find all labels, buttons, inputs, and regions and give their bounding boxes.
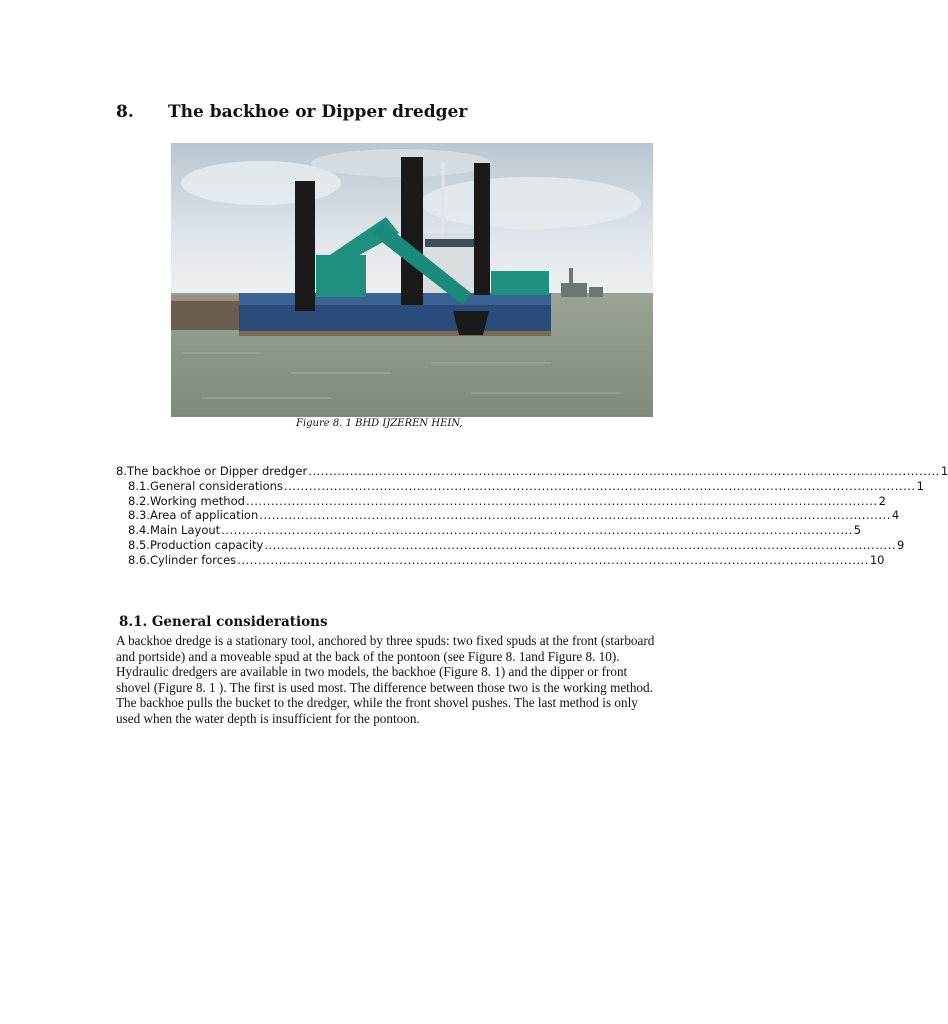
table-of-contents	[116, 464, 948, 568]
engine-house	[491, 271, 549, 295]
paragraph: A backhoe dredge is a stationary tool, anchored by three spuds: two fixed spuds at the front (starboard and portside) and a moveable spud at the back of the pontoon (see Figure 8. 1and Figure 8. 10).	[116, 633, 655, 664]
toc-leader: ........................................................................................................................................................	[264, 537, 896, 552]
toc-number: 8.1.	[128, 478, 150, 493]
toc-title: Area of application	[149, 508, 259, 523]
crane-bucket	[453, 311, 489, 335]
toc-leader: ........................................................................................................................................................	[259, 508, 891, 523]
toc-page: 1	[940, 464, 948, 478]
spud-right	[474, 163, 490, 295]
chapter-heading	[116, 102, 467, 122]
toc-number: 8.4.	[128, 523, 150, 538]
toc-page: 10	[869, 552, 885, 567]
spud-middle	[401, 157, 423, 305]
toc-page: 4	[891, 508, 900, 523]
toc-row[interactable]	[116, 493, 886, 509]
toc-leader: ........................................................................................................................................................	[283, 478, 916, 493]
chapter-title: The backhoe or Dipper dredger	[168, 102, 468, 122]
toc-number: 8.5.	[128, 537, 150, 552]
wheelhouse-windows	[425, 239, 477, 247]
toc-row[interactable]	[116, 508, 900, 523]
jetty-top	[171, 295, 241, 301]
toc-title: The backhoe or Dipper dredger	[126, 464, 308, 478]
section-heading: 8.1. General considerations	[119, 614, 328, 630]
toc-number: 8.2.	[128, 493, 150, 508]
toc-row[interactable]	[116, 523, 862, 538]
toc-leader: ........................................................................................................................................................	[308, 464, 940, 478]
toc-page: 5	[853, 523, 862, 538]
toc-page: 9	[896, 537, 905, 552]
toc-number: 8.6.	[128, 552, 150, 567]
toc-title: Working method	[149, 493, 245, 508]
spud-left	[295, 181, 315, 311]
toc-page: 1	[916, 478, 924, 493]
figure-caption: Figure 8. 1 BHD IJZEREN HEIN,	[296, 418, 463, 429]
jetty	[171, 300, 241, 330]
toc-row[interactable]	[116, 552, 885, 568]
toc-leader: ........................................................................................................................................................	[245, 493, 878, 508]
toc-leader: ........................................................................................................................................................	[221, 523, 853, 538]
toc-row[interactable]	[116, 537, 905, 553]
toc-title: Main Layout	[149, 523, 221, 538]
chapter-number: 8.	[116, 102, 134, 122]
pontoon-hull	[239, 303, 551, 335]
toc-leader: ........................................................................................................................................................	[237, 552, 869, 567]
toc-page: 2	[878, 493, 886, 508]
toc-title: Production capacity	[149, 537, 264, 552]
toc-row[interactable]	[116, 464, 948, 479]
toc-title: Cylinder forces	[149, 552, 237, 567]
toc-number: 8.3.	[128, 508, 150, 523]
pontoon-waterline	[239, 331, 551, 336]
toc-number: 8.	[116, 464, 127, 478]
cloud	[421, 177, 641, 229]
toc-row[interactable]	[116, 478, 924, 494]
paragraph: Hydraulic dredgers are available in two models, the backhoe (Figure 8. 1) and the dipper or front shovel (Figure 8. 1 ). The first is used most. The difference between those two is the working method. The backhoe pulls the bucket to the dredger, while the front shovel pushes. The last method is only used when the water depth is insufficient for the pontoon.	[116, 664, 653, 726]
toc-title: General considerations	[149, 478, 283, 493]
dredger-photo	[171, 143, 653, 417]
section-body	[116, 633, 656, 726]
